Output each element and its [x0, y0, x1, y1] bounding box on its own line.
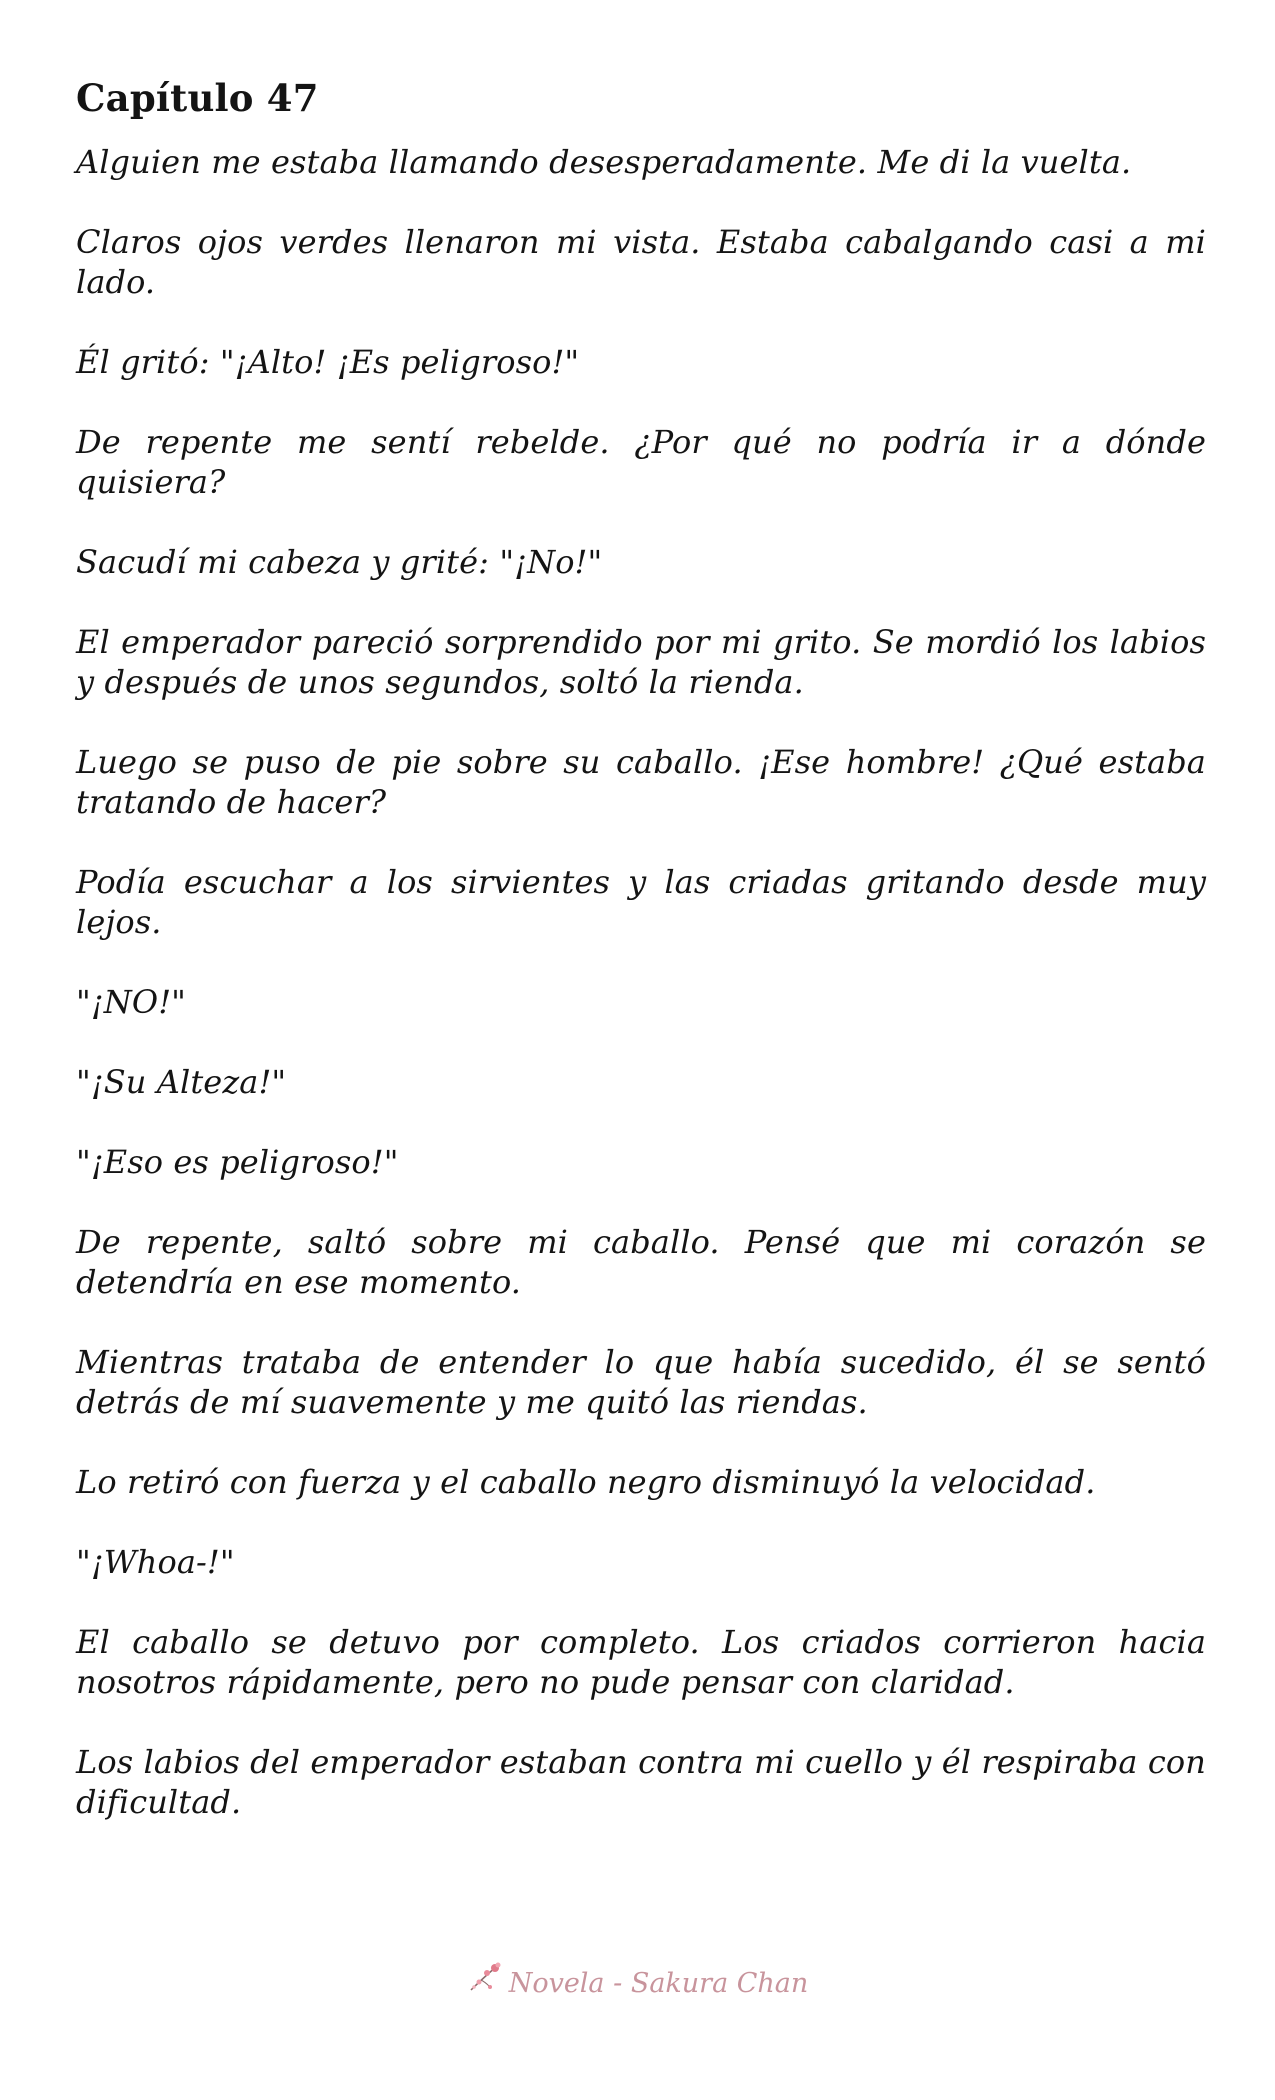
footer-text: Novela - Sakura Chan [508, 1968, 809, 1999]
footer-watermark [0, 1960, 1275, 1999]
paragraph: Lo retiró con fuerza y el caballo negro disminuyó la velocidad. [76, 1463, 1096, 1501]
paragraph: Él gritó: "¡Alto! ¡Es peligroso!" [76, 343, 580, 381]
chapter-title: Capítulo 47 [76, 76, 319, 120]
paragraph: De repente, saltó sobre mi caballo. Pensé que mi corazón se detendría en ese momento. [76, 1223, 1206, 1301]
paragraph: Podía escuchar a los sirvientes y las criadas gritando desde muy lejos. [76, 863, 1206, 941]
paragraph: Claros ojos verdes llenaron mi vista. Estaba cabalgando casi a mi lado. [76, 223, 1206, 301]
paragraph: Sacudí mi cabeza y grité: "¡No!" [76, 543, 603, 581]
paragraph: El emperador pareció sorprendido por mi grito. Se mordió los labios y después de unos segundos, soltó la rienda. [76, 623, 1206, 701]
paragraph: Luego se puso de pie sobre su caballo. ¡Ese hombre! ¿Qué estaba tratando de hacer? [76, 743, 1206, 821]
paragraph: "¡Whoa-!" [76, 1543, 235, 1581]
paragraph: El caballo se detuvo por completo. Los criados corrieron hacia nosotros rápidamente, pero no pude pensar con claridad. [76, 1623, 1206, 1701]
paragraph: Alguien me estaba llamando desesperadamente. Me di la vuelta. [76, 143, 1132, 181]
paragraph: "¡Eso es peligroso!" [76, 1143, 399, 1181]
chapter-page [76, 74, 1206, 1862]
paragraph: De repente me sentí rebelde. ¿Por qué no podría ir a dónde quisiera? [76, 423, 1206, 501]
paragraph: "¡Su Alteza!" [76, 1063, 287, 1101]
cherry-blossom-icon [467, 1960, 503, 1996]
paragraph: Mientras trataba de entender lo que había sucedido, él se sentó detrás de mí suavemente y me quitó las riendas. [76, 1343, 1206, 1421]
paragraph: "¡NO!" [76, 983, 186, 1021]
paragraph: Los labios del emperador estaban contra mi cuello y él respiraba con dificultad. [76, 1743, 1206, 1821]
